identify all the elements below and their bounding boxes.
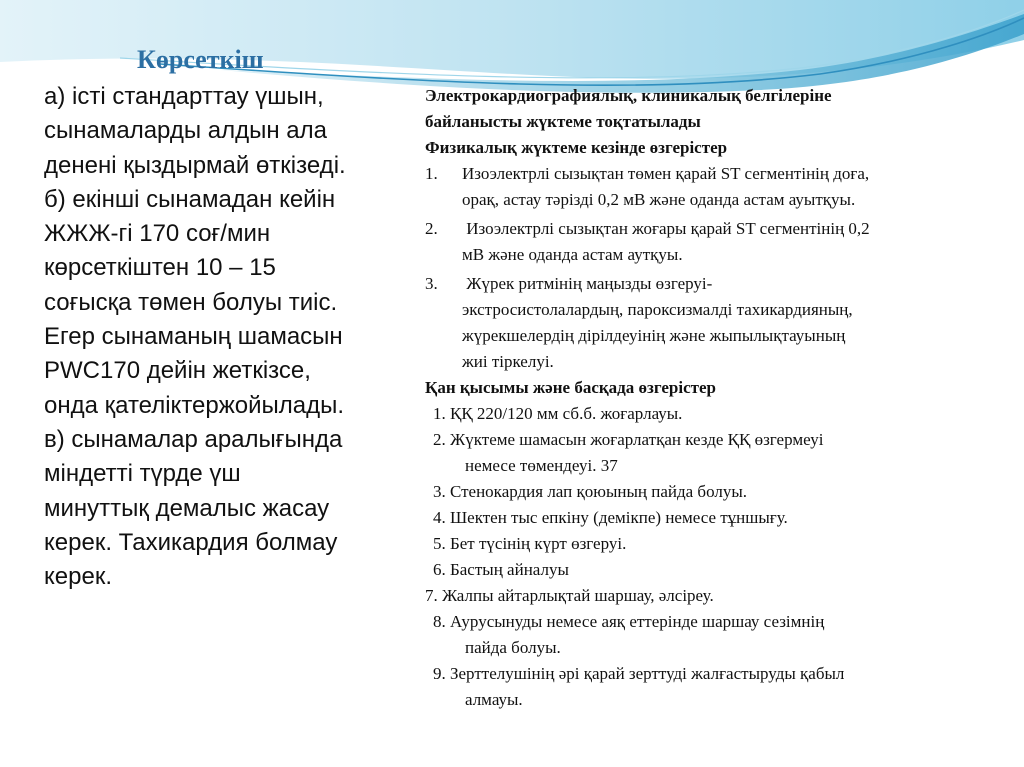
list-item: 1. ҚҚ 220/120 мм сб.б. жоғарлауы. bbox=[433, 404, 683, 423]
list-item: 6. Бастың айналуы bbox=[433, 560, 569, 579]
list-item-text: Жүрек ритмінің маңызды өзгеруі- bbox=[462, 274, 713, 293]
left-text-line: ЖЖЖ-гі 170 соғ/мин bbox=[44, 220, 271, 248]
list-item-cont: жүрекшелердің дірілдеуінің және жыпылықтауының bbox=[462, 326, 846, 345]
list-item-cont: орақ, астау тәрізді 0,2 мВ және оданда астам ауытқуы. bbox=[462, 190, 856, 209]
list-item-text: Изоэлектрлі сызықтан жоғары қарай ST сегментінің 0,2 bbox=[462, 219, 870, 238]
section-heading-ecg: Электрокардиографиялық, клиникалық белгілеріне bbox=[425, 86, 832, 105]
right-text-block bbox=[425, 83, 1020, 713]
left-text-line: соғысқа төмен болуы тиіс. bbox=[44, 288, 338, 316]
left-text-block bbox=[44, 80, 404, 594]
left-text-line: минуттық демалыс жасау bbox=[44, 494, 330, 522]
list-item: 5. Бет түсінің күрт өзгеруі. bbox=[433, 534, 627, 553]
left-text-line: а) істі стандарттау үшын, bbox=[44, 83, 324, 110]
left-text-line: керек. bbox=[44, 563, 112, 591]
list-item-cont: экстросистолалардың, пароксизмалді тахикардияның, bbox=[462, 300, 853, 319]
slide-title: Көрсеткіш bbox=[137, 45, 264, 74]
left-text-line: б) екінші сынамадан кейін bbox=[44, 185, 336, 213]
list-item: 3. Стенокардия лап қоюының пайда болуы. bbox=[433, 482, 747, 501]
left-text-line: денені қыздырмай өткізеді. bbox=[44, 151, 346, 179]
list-number: 2. bbox=[425, 219, 438, 238]
list-item-cont: немесе төмендеуі. 37 bbox=[465, 456, 618, 475]
left-text-line: керек. Тахикардия болмау bbox=[44, 528, 338, 556]
list-item-cont: жиі тіркелуі. bbox=[462, 352, 554, 371]
list-item: 8. Аурусынуды немесе аяқ еттерінде шаршау сезімнің bbox=[433, 612, 825, 631]
left-text-line: сынамаларды алдын ала bbox=[44, 117, 327, 145]
list-item: 7. Жалпы айтарлықтай шаршау, әлсіреу. bbox=[425, 586, 714, 605]
section-heading-ecg-cont: байланысты жүктеме тоқтатылады bbox=[425, 112, 701, 131]
section-heading-physical: Физикалық жүктеме кезінде өзгерістер bbox=[425, 138, 728, 157]
list-item: 2. Жүктеме шамасын жоғарлатқан кезде ҚҚ өзгермеуі bbox=[433, 430, 824, 449]
left-text-line: Егер сынаманың шамасын bbox=[44, 323, 343, 351]
left-text-line: көрсеткіштен 10 – 15 bbox=[44, 254, 276, 282]
left-text-line: PWC170 дейін жеткізсе, bbox=[44, 357, 311, 385]
list-item-cont: алмауы. bbox=[465, 690, 523, 709]
list-number: 3. bbox=[425, 274, 438, 293]
list-item bbox=[425, 161, 1020, 187]
list-number: 1. bbox=[425, 164, 438, 183]
left-text-line: міндетті түрде үш bbox=[44, 460, 241, 488]
list-item bbox=[425, 271, 1020, 297]
list-item: 9. Зерттелушінің әрі қарай зерттуді жалғастыруды қабыл bbox=[433, 664, 845, 683]
left-text-line: в) сынамалар аралығында bbox=[44, 425, 343, 453]
list-item-cont: пайда болуы. bbox=[465, 638, 561, 657]
left-text-line: онда қателіктержойылады. bbox=[44, 391, 345, 419]
list-item-text: Изоэлектрлі сызықтан төмен қарай ST сегментінің доға, bbox=[462, 164, 870, 183]
list-item: 4. Шектен тыс епкіну (демікпе) немесе тұншығу. bbox=[433, 508, 788, 527]
list-item bbox=[425, 216, 1020, 242]
section-heading-pressure: Қан қысымы және басқада өзгерістер bbox=[425, 378, 716, 397]
list-item-cont: мВ және оданда астам аутқуы. bbox=[462, 245, 683, 264]
